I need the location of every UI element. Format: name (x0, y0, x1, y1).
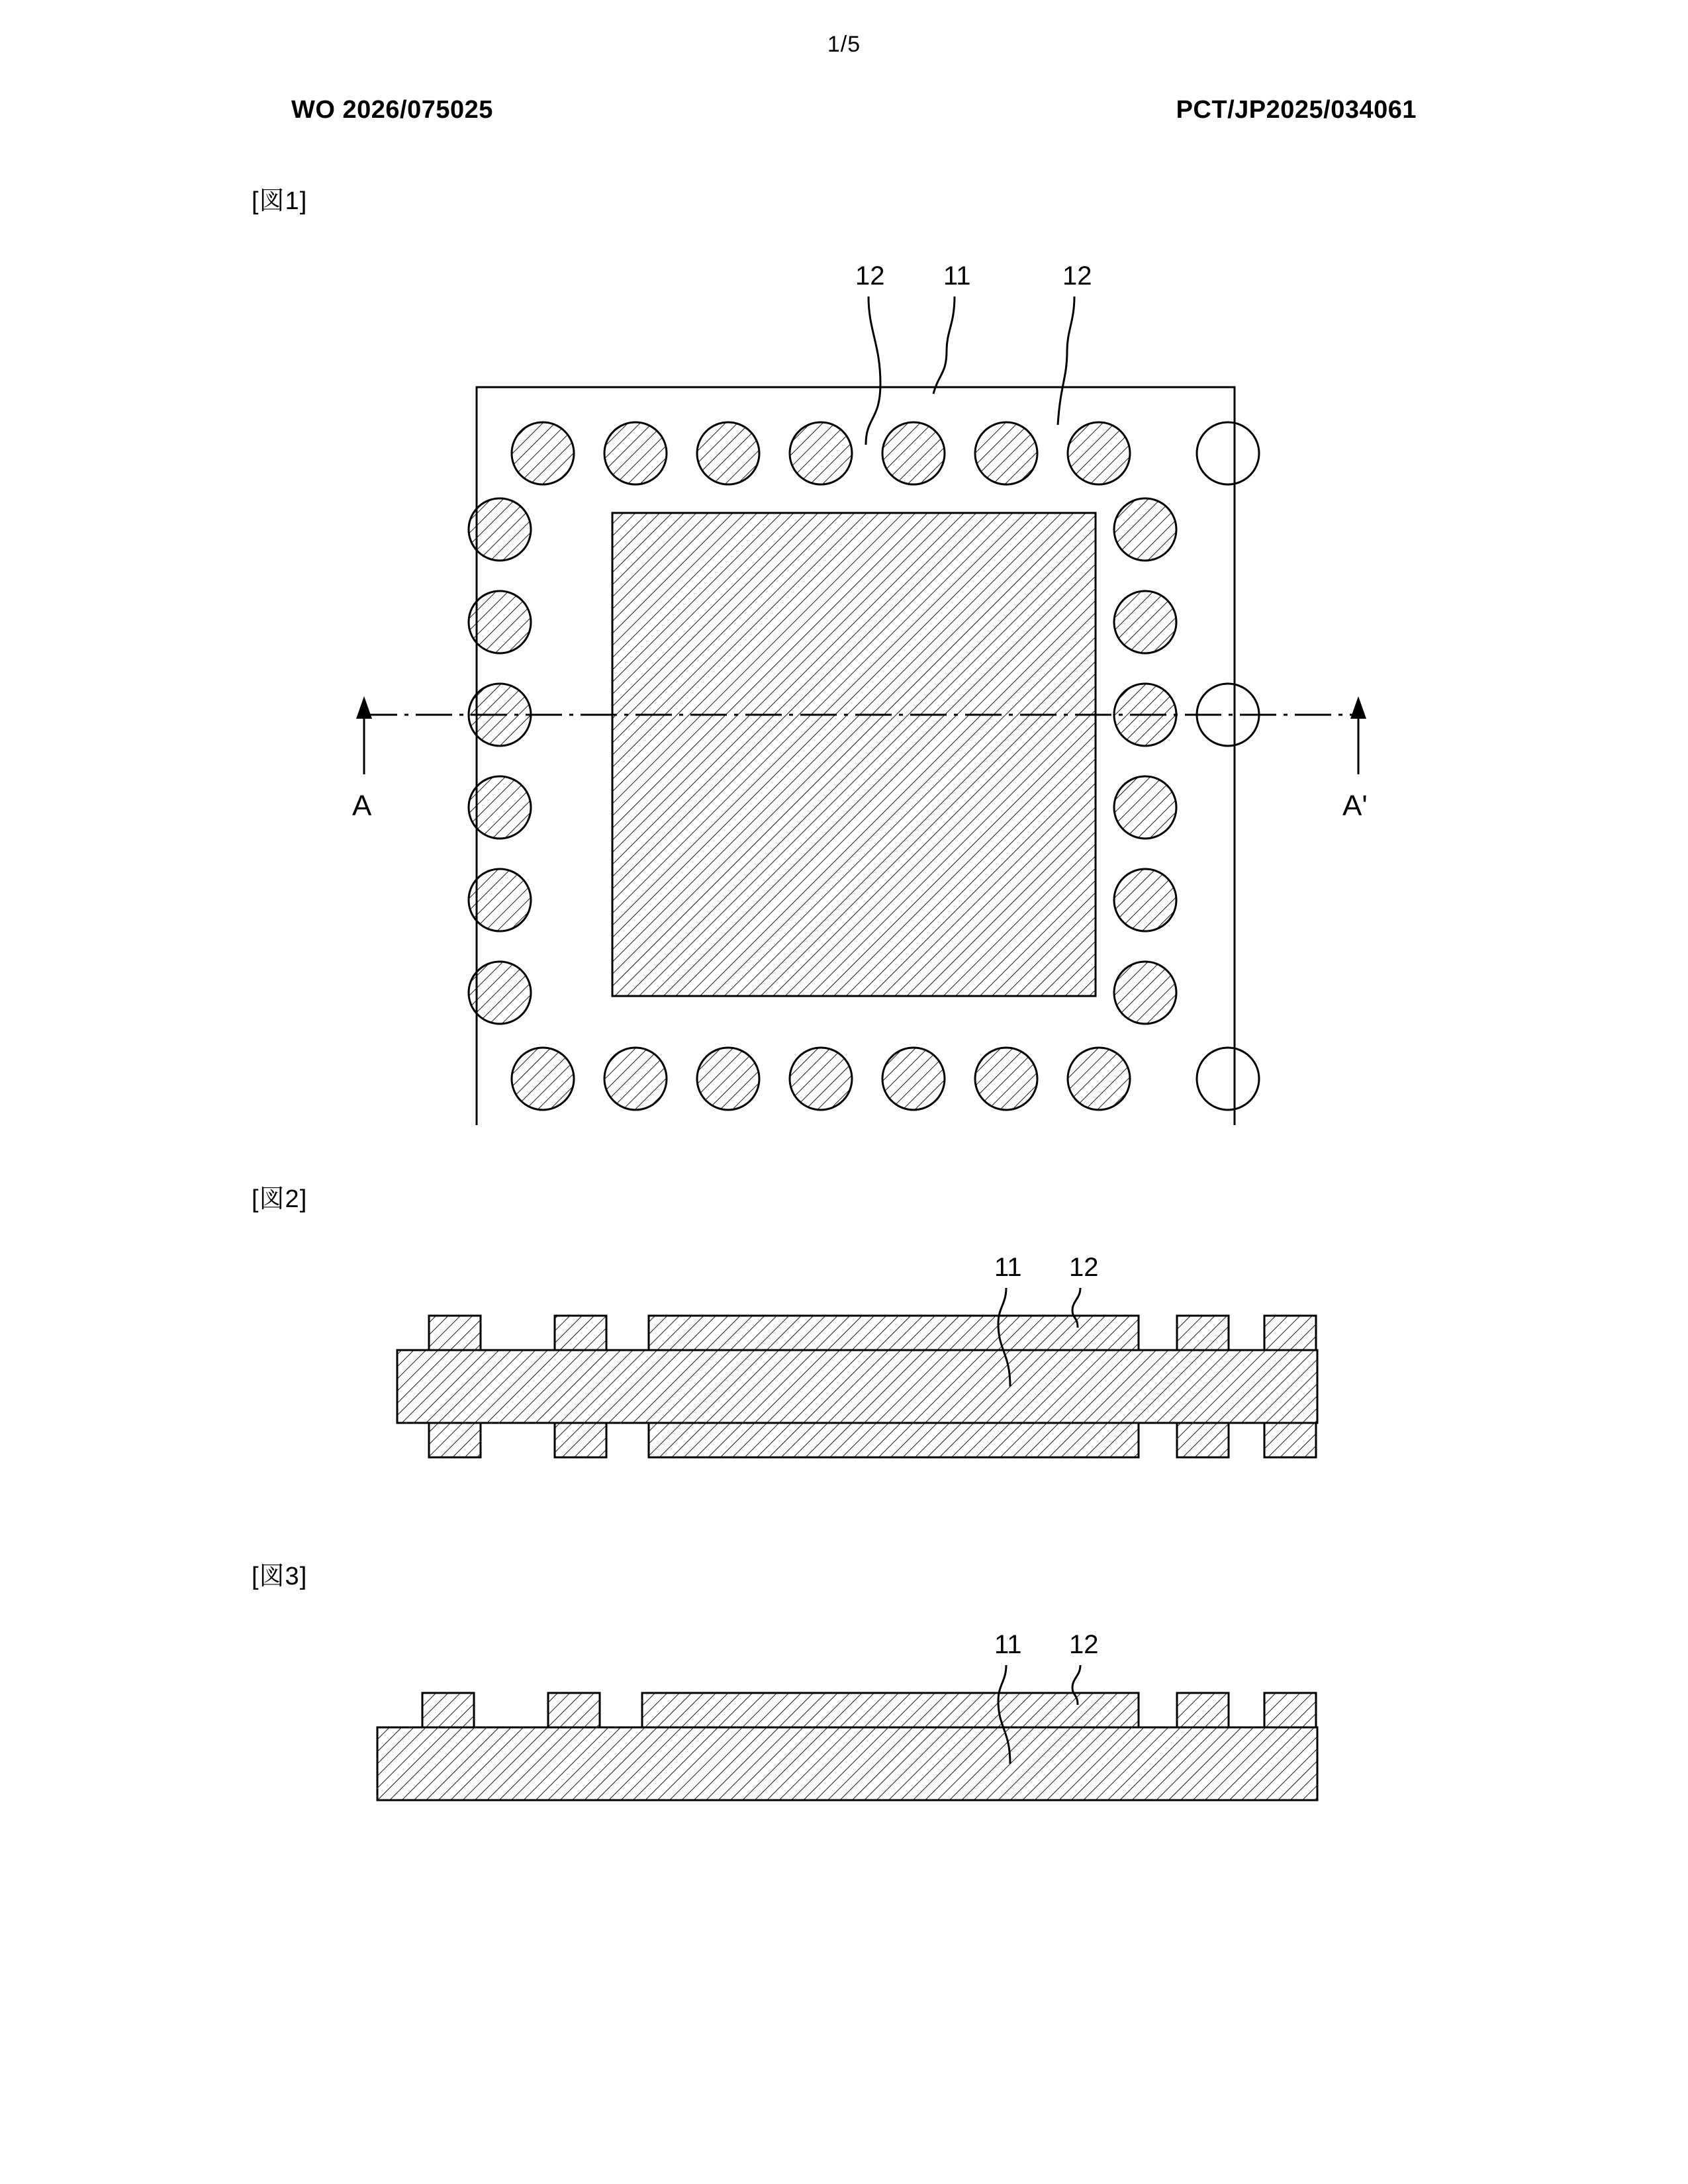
figure-2 (252, 1244, 1456, 1522)
pad-top (555, 1316, 606, 1350)
die-region (612, 513, 1096, 996)
svg-text:12: 12 (1069, 1630, 1099, 1659)
figure-2-caption: [図2] (252, 1185, 308, 1213)
pad-top (1264, 1316, 1316, 1350)
pad-top (422, 1693, 474, 1727)
svg-text:12: 12 (1062, 261, 1092, 291)
substrate-body (397, 1350, 1317, 1423)
pad-bottom (429, 1423, 481, 1457)
svg-text:11: 11 (994, 1630, 1022, 1659)
pad-top (1264, 1693, 1316, 1727)
pad-top (548, 1693, 600, 1727)
page-number: 1/5 (827, 32, 861, 57)
figure-1-caption: [図1] (252, 187, 308, 215)
pad-bottom (555, 1423, 606, 1457)
svg-text:A': A' (1342, 790, 1368, 822)
publication-number: WO 2026/075025 (291, 96, 493, 124)
pad-top (429, 1316, 481, 1350)
application-number: PCT/JP2025/034061 (1176, 96, 1417, 124)
figure-3-caption: [図3] (252, 1563, 308, 1590)
figure-1 (252, 251, 1456, 1125)
svg-text:11: 11 (943, 261, 971, 291)
pad-top (642, 1693, 1139, 1727)
svg-text:12: 12 (855, 261, 885, 291)
svg-text:12: 12 (1069, 1253, 1099, 1282)
svg-text:11: 11 (994, 1253, 1022, 1282)
figure-3 (252, 1621, 1456, 1899)
pad-top (1177, 1693, 1229, 1727)
svg-text:A: A (352, 790, 372, 822)
pad-bottom (649, 1423, 1139, 1457)
substrate-body (377, 1727, 1317, 1800)
pad-bottom (1264, 1423, 1316, 1457)
pad-bottom (1177, 1423, 1229, 1457)
pad-top (649, 1316, 1139, 1350)
pad-top (1177, 1316, 1229, 1350)
document-header (291, 96, 1417, 124)
